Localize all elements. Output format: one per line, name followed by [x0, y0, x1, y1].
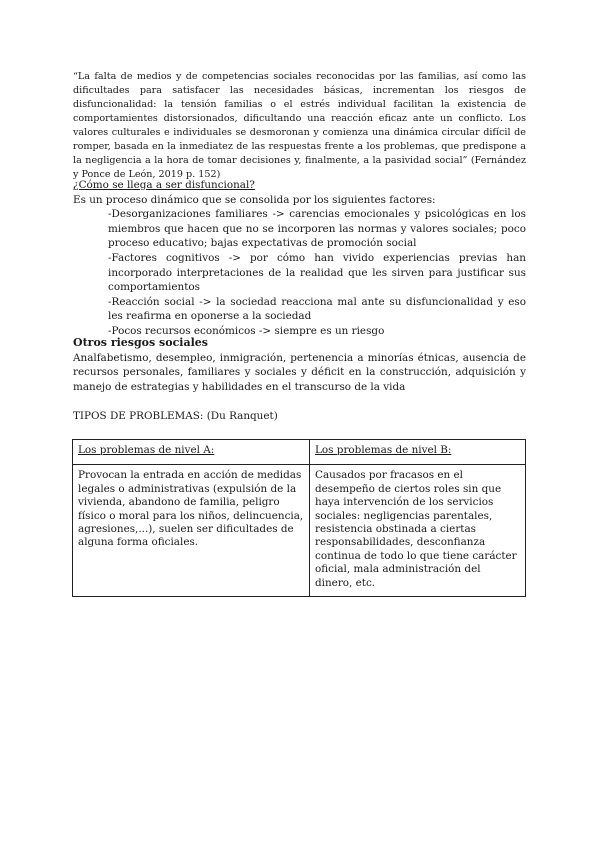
cell-nivel-a: Provocan la entrada en acción de medidas legales o administrativas (expulsión de la vivienda, abandono de familia, peligro físico o moral para los niños, delincuencia, agresiones,...), suelen ser dificultades de alguna forma oficiales.: [73, 465, 310, 597]
quote-paragraph: “La falta de medios y de competencias sociales reconocidas por las familias, así como las dificultades para satisfacer las necesidades básicas, incrementan los riesgos de disfuncionalidad: la tensión familias o el estrés individual facilitan la existencia de comportamientes distorsionados, dificultando una reacción eficaz ante un conflicto. Los valores culturales e individuales se desmoronan y comienza una dinámica circular difícil de romper, basada en la inmediatez de las respuestas frente a los problemas, que predispone a la negligencia a la hora de tomar decisiones y, finalmente, a la pasividad social” (Fernández y Ponce de León, 2019 p. 152): [73, 71, 526, 180]
otros-riesgos-section: [73, 336, 526, 394]
list-item: -Factores cognitivos -> por cómo han vivido experiencias previas han incorporado interpretaciones de la realidad que les sirven para justificar sus comportamientos: [108, 251, 526, 294]
table-row: [73, 440, 526, 465]
otros-riesgos-text: Analfabetismo, desempleo, inmigración, pertenencia a minorías étnicas, ausencia de recursos personales, familiares y sociales y déficit en la construcción, adquisición y manejo de estrategias y habilidades en el transcurso de la vida: [73, 351, 526, 393]
list-item: -Pocos recursos económicos -> siempre es un riesgo: [108, 324, 385, 337]
otros-riesgos-title: Otros riesgos sociales: [73, 336, 208, 349]
problems-table: [72, 439, 526, 597]
disfuncional-heading: ¿Cómo se llega a ser disfuncional?: [73, 179, 255, 191]
disfuncional-section: [73, 178, 526, 339]
header-nivel-b: Los problemas de nivel B:: [310, 440, 526, 465]
disfuncional-intro: Es un proceso dinámico que se consolida por los siguientes factores:: [73, 193, 436, 206]
tipos-heading: TIPOS DE PROBLEMAS: (Du Ranquet): [73, 410, 278, 422]
header-nivel-a: Los problemas de nivel A:: [73, 440, 310, 465]
table-row: [73, 465, 526, 597]
list-item: -Desorganizaciones familiares -> carencias emocionales y psicológicas en los miembros que hacen que no se incorporen las normas y valores sociales; poco proceso educativo; bajas expectativas de promoción social: [108, 208, 526, 250]
tipos-section: [73, 409, 526, 424]
cell-nivel-b: Causados por fracasos en el desempeño de ciertos roles sin que haya intervención de los servicios sociales: negligencias parentales, resistencia obstinada a ciertas responsabilidades, desconfianza continua de todo lo que tiene carácter oficial, mala administración del dinero, etc.: [310, 465, 526, 597]
factors-list: [73, 207, 526, 338]
list-item: -Reacción social -> la sociedad reacciona mal ante su disfuncionalidad y eso les reafirma en oponerse a la sociedad: [108, 295, 526, 323]
